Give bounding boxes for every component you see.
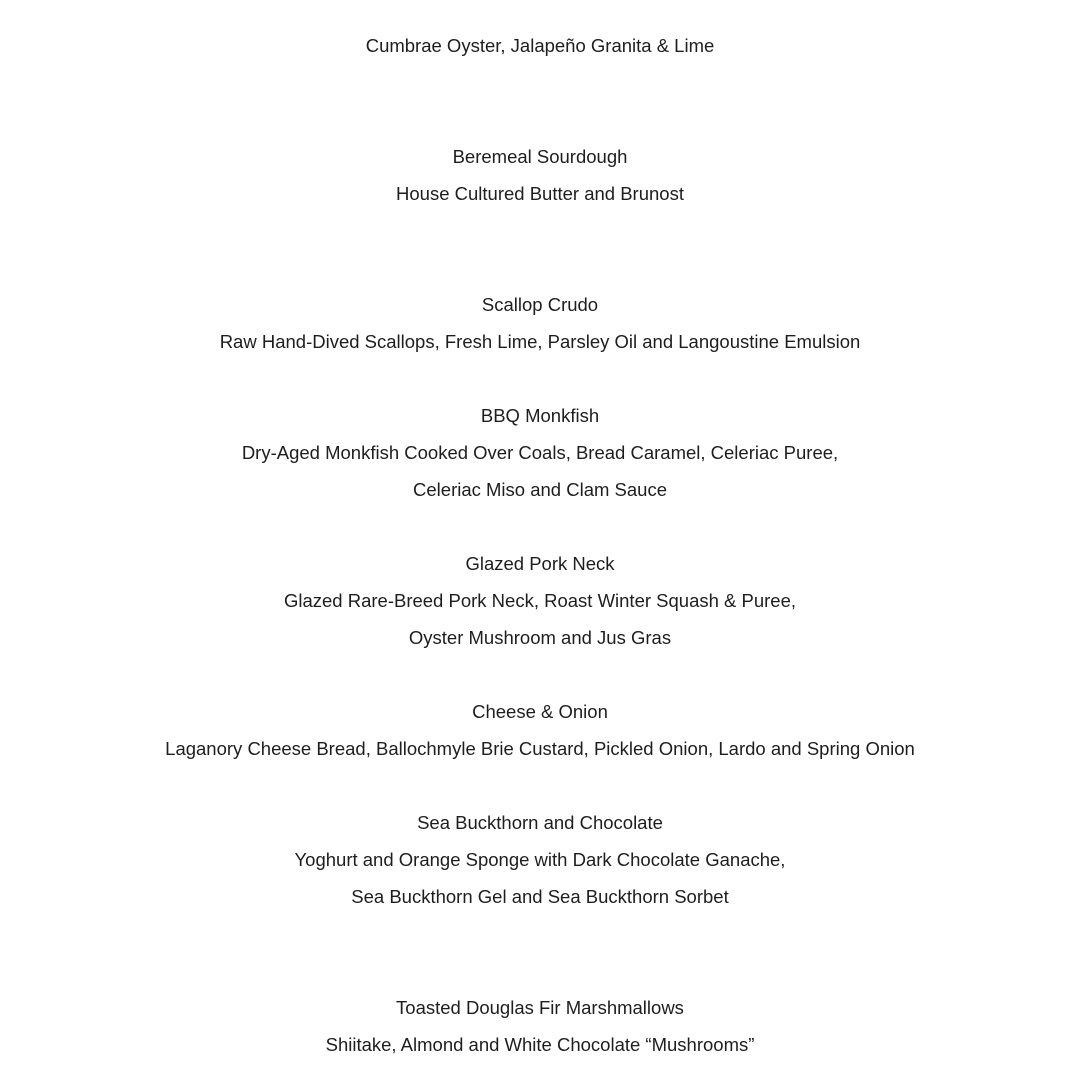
course-petit-fours-title: Toasted Douglas Fir Marshmallows bbox=[396, 997, 684, 1018]
course-scallop-description: Raw Hand-Dived Scallops, Fresh Lime, Parsley Oil and Langoustine Emulsion bbox=[219, 331, 861, 352]
course-dessert-description: Yoghurt and Orange Sponge with Dark Chocolate Ganache, bbox=[294, 849, 786, 870]
course-cheese-title: Cheese & Onion bbox=[472, 701, 608, 722]
course-dessert-title: Sea Buckthorn and Chocolate bbox=[417, 812, 663, 833]
course-monkfish-description-2: Celeriac Miso and Clam Sauce bbox=[413, 479, 667, 500]
course-oyster-title: Cumbrae Oyster, Jalapeño Granita & Lime bbox=[365, 35, 715, 56]
course-monkfish-title: BBQ Monkfish bbox=[480, 405, 600, 426]
course-sourdough-description: House Cultured Butter and Brunost bbox=[396, 183, 684, 204]
course-scallop-title: Scallop Crudo bbox=[481, 294, 599, 315]
course-dessert-description-2: Sea Buckthorn Gel and Sea Buckthorn Sorbet bbox=[351, 886, 729, 907]
course-pork-title: Glazed Pork Neck bbox=[465, 553, 615, 574]
course-monkfish-description: Dry-Aged Monkfish Cooked Over Coals, Bread Caramel, Celeriac Puree, bbox=[241, 442, 839, 463]
course-pork-description-2: Oyster Mushroom and Jus Gras bbox=[408, 627, 672, 648]
course-pork-description: Glazed Rare-Breed Pork Neck, Roast Winter Squash & Puree, bbox=[283, 590, 797, 611]
course-petit-fours-description: Shiitake, Almond and White Chocolate “Mushrooms” bbox=[325, 1034, 755, 1055]
course-sourdough-title: Beremeal Sourdough bbox=[452, 146, 628, 167]
course-cheese-description: Laganory Cheese Bread, Ballochmyle Brie Custard, Pickled Onion, Lardo and Spring Onion bbox=[165, 738, 915, 759]
